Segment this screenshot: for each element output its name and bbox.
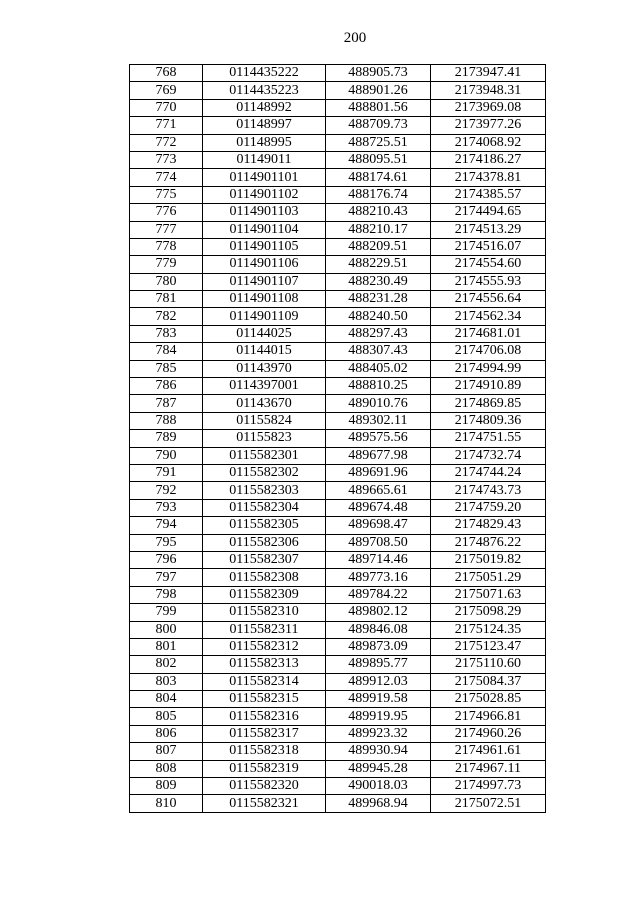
- point-number-cell: 798: [130, 586, 203, 603]
- point-id-cell: 0115582320: [203, 778, 326, 795]
- point-number-cell: 794: [130, 517, 203, 534]
- point-number-cell: 795: [130, 534, 203, 551]
- y-coordinate-cell: 2174513.29: [431, 221, 546, 238]
- point-number-cell: 808: [130, 760, 203, 777]
- y-coordinate-cell: 2174961.61: [431, 743, 546, 760]
- y-coordinate-cell: 2174751.55: [431, 430, 546, 447]
- point-number-cell: 796: [130, 551, 203, 568]
- table-row: [130, 204, 546, 221]
- x-coordinate-cell: 489698.47: [326, 517, 431, 534]
- y-coordinate-cell: 2174910.89: [431, 378, 546, 395]
- x-coordinate-cell: 488307.43: [326, 343, 431, 360]
- table-row: [130, 99, 546, 116]
- point-number-cell: 780: [130, 273, 203, 290]
- table-row: [130, 169, 546, 186]
- y-coordinate-cell: 2173947.41: [431, 65, 546, 82]
- y-coordinate-cell: 2175051.29: [431, 569, 546, 586]
- y-coordinate-cell: 2174960.26: [431, 725, 546, 742]
- point-id-cell: 0114435222: [203, 65, 326, 82]
- page-number: 200: [343, 30, 367, 46]
- point-id-cell: 0114901109: [203, 308, 326, 325]
- point-id-cell: 01149011: [203, 151, 326, 168]
- y-coordinate-cell: 2175084.37: [431, 673, 546, 690]
- table-row: [130, 325, 546, 342]
- point-id-cell: 0115582321: [203, 795, 326, 812]
- point-id-cell: 0115582315: [203, 691, 326, 708]
- point-id-cell: 0114901101: [203, 169, 326, 186]
- x-coordinate-cell: 489919.95: [326, 708, 431, 725]
- y-coordinate-cell: 2174743.73: [431, 482, 546, 499]
- x-coordinate-cell: 488297.43: [326, 325, 431, 342]
- point-id-cell: 0114901106: [203, 256, 326, 273]
- x-coordinate-cell: 489895.77: [326, 656, 431, 673]
- table-row: [130, 360, 546, 377]
- point-id-cell: 0114901105: [203, 238, 326, 255]
- x-coordinate-cell: 489846.08: [326, 621, 431, 638]
- table-row: [130, 430, 546, 447]
- table-row: [130, 82, 546, 99]
- point-id-cell: 0115582303: [203, 482, 326, 499]
- y-coordinate-cell: 2174966.81: [431, 708, 546, 725]
- table-row: [130, 395, 546, 412]
- y-coordinate-cell: 2175110.60: [431, 656, 546, 673]
- point-number-cell: 787: [130, 395, 203, 412]
- x-coordinate-cell: 489968.94: [326, 795, 431, 812]
- y-coordinate-cell: 2175124.35: [431, 621, 546, 638]
- table-row: [130, 621, 546, 638]
- y-coordinate-cell: 2174556.64: [431, 291, 546, 308]
- x-coordinate-cell: 489302.11: [326, 412, 431, 429]
- table-row: [130, 569, 546, 586]
- x-coordinate-cell: 488231.28: [326, 291, 431, 308]
- y-coordinate-cell: 2174554.60: [431, 256, 546, 273]
- point-number-cell: 777: [130, 221, 203, 238]
- table-row: [130, 256, 546, 273]
- point-number-cell: 807: [130, 743, 203, 760]
- point-id-cell: 01144025: [203, 325, 326, 342]
- table-row: [130, 638, 546, 655]
- point-id-cell: 0115582312: [203, 638, 326, 655]
- table-row: [130, 743, 546, 760]
- table-row: [130, 795, 546, 812]
- point-number-cell: 800: [130, 621, 203, 638]
- x-coordinate-cell: 488801.56: [326, 99, 431, 116]
- x-coordinate-cell: 488176.74: [326, 186, 431, 203]
- point-id-cell: 0115582305: [203, 517, 326, 534]
- x-coordinate-cell: 488095.51: [326, 151, 431, 168]
- point-id-cell: 01148992: [203, 99, 326, 116]
- x-coordinate-cell: 489665.61: [326, 482, 431, 499]
- x-coordinate-cell: 489784.22: [326, 586, 431, 603]
- table-row: [130, 308, 546, 325]
- x-coordinate-cell: 488209.51: [326, 238, 431, 255]
- point-number-cell: 774: [130, 169, 203, 186]
- point-id-cell: 0115582313: [203, 656, 326, 673]
- y-coordinate-cell: 2174829.43: [431, 517, 546, 534]
- table-row: [130, 238, 546, 255]
- point-number-cell: 785: [130, 360, 203, 377]
- point-id-cell: 0115582310: [203, 604, 326, 621]
- point-id-cell: 01144015: [203, 343, 326, 360]
- point-number-cell: 778: [130, 238, 203, 255]
- x-coordinate-cell: 488709.73: [326, 117, 431, 134]
- table-row: [130, 499, 546, 516]
- point-id-cell: 0115582307: [203, 551, 326, 568]
- point-number-cell: 799: [130, 604, 203, 621]
- y-coordinate-cell: 2174869.85: [431, 395, 546, 412]
- x-coordinate-cell: 488405.02: [326, 360, 431, 377]
- point-number-cell: 776: [130, 204, 203, 221]
- point-number-cell: 768: [130, 65, 203, 82]
- point-id-cell: 0115582318: [203, 743, 326, 760]
- point-number-cell: 775: [130, 186, 203, 203]
- point-number-cell: 797: [130, 569, 203, 586]
- x-coordinate-cell: 489945.28: [326, 760, 431, 777]
- point-number-cell: 784: [130, 343, 203, 360]
- x-coordinate-cell: 489912.03: [326, 673, 431, 690]
- x-coordinate-cell: 489708.50: [326, 534, 431, 551]
- point-id-cell: 01155823: [203, 430, 326, 447]
- y-coordinate-cell: 2174681.01: [431, 325, 546, 342]
- point-number-cell: 806: [130, 725, 203, 742]
- x-coordinate-cell: 488725.51: [326, 134, 431, 151]
- y-coordinate-cell: 2174732.74: [431, 447, 546, 464]
- x-coordinate-cell: 489802.12: [326, 604, 431, 621]
- table-row: [130, 656, 546, 673]
- point-number-cell: 810: [130, 795, 203, 812]
- table-row: [130, 604, 546, 621]
- x-coordinate-cell: 489691.96: [326, 464, 431, 481]
- point-id-cell: 0115582319: [203, 760, 326, 777]
- point-id-cell: 01155824: [203, 412, 326, 429]
- y-coordinate-cell: 2173948.31: [431, 82, 546, 99]
- y-coordinate-cell: 2174994.99: [431, 360, 546, 377]
- point-id-cell: 0115582308: [203, 569, 326, 586]
- y-coordinate-cell: 2174809.36: [431, 412, 546, 429]
- table-row: [130, 65, 546, 82]
- point-number-cell: 801: [130, 638, 203, 655]
- point-id-cell: 0114435223: [203, 82, 326, 99]
- table-row: [130, 186, 546, 203]
- x-coordinate-cell: 488901.26: [326, 82, 431, 99]
- x-coordinate-cell: 489674.48: [326, 499, 431, 516]
- point-number-cell: 791: [130, 464, 203, 481]
- point-number-cell: 782: [130, 308, 203, 325]
- point-number-cell: 771: [130, 117, 203, 134]
- y-coordinate-cell: 2174562.34: [431, 308, 546, 325]
- table-row: [130, 343, 546, 360]
- y-coordinate-cell: 2174997.73: [431, 778, 546, 795]
- y-coordinate-cell: 2175071.63: [431, 586, 546, 603]
- table-row: [130, 291, 546, 308]
- point-number-cell: 770: [130, 99, 203, 116]
- y-coordinate-cell: 2174186.27: [431, 151, 546, 168]
- coordinate-table: [129, 64, 546, 813]
- point-id-cell: 01143670: [203, 395, 326, 412]
- point-number-cell: 772: [130, 134, 203, 151]
- point-id-cell: 0114397001: [203, 378, 326, 395]
- y-coordinate-cell: 2173977.26: [431, 117, 546, 134]
- table-row: [130, 273, 546, 290]
- table-row: [130, 482, 546, 499]
- point-id-cell: 0115582304: [203, 499, 326, 516]
- point-number-cell: 802: [130, 656, 203, 673]
- point-number-cell: 783: [130, 325, 203, 342]
- point-number-cell: 803: [130, 673, 203, 690]
- point-number-cell: 804: [130, 691, 203, 708]
- y-coordinate-cell: 2175098.29: [431, 604, 546, 621]
- y-coordinate-cell: 2175019.82: [431, 551, 546, 568]
- x-coordinate-cell: 489714.46: [326, 551, 431, 568]
- point-id-cell: 0114901103: [203, 204, 326, 221]
- table-row: [130, 586, 546, 603]
- x-coordinate-cell: 488229.51: [326, 256, 431, 273]
- x-coordinate-cell: 489873.09: [326, 638, 431, 655]
- table-row: [130, 708, 546, 725]
- point-number-cell: 788: [130, 412, 203, 429]
- x-coordinate-cell: 488174.61: [326, 169, 431, 186]
- y-coordinate-cell: 2174378.81: [431, 169, 546, 186]
- point-id-cell: 0115582301: [203, 447, 326, 464]
- y-coordinate-cell: 2174555.93: [431, 273, 546, 290]
- point-number-cell: 790: [130, 447, 203, 464]
- point-number-cell: 792: [130, 482, 203, 499]
- y-coordinate-cell: 2174385.57: [431, 186, 546, 203]
- x-coordinate-cell: 489773.16: [326, 569, 431, 586]
- table-row: [130, 534, 546, 551]
- point-number-cell: 793: [130, 499, 203, 516]
- table-row: [130, 517, 546, 534]
- table-row: [130, 447, 546, 464]
- point-number-cell: 789: [130, 430, 203, 447]
- point-id-cell: 0114901104: [203, 221, 326, 238]
- point-id-cell: 01148995: [203, 134, 326, 151]
- table-row: [130, 551, 546, 568]
- table-row: [130, 725, 546, 742]
- table-body: [130, 65, 546, 813]
- x-coordinate-cell: 489010.76: [326, 395, 431, 412]
- point-number-cell: 779: [130, 256, 203, 273]
- point-number-cell: 809: [130, 778, 203, 795]
- table-row: [130, 221, 546, 238]
- y-coordinate-cell: 2174068.92: [431, 134, 546, 151]
- point-id-cell: 0115582314: [203, 673, 326, 690]
- table-row: [130, 760, 546, 777]
- x-coordinate-cell: 489923.32: [326, 725, 431, 742]
- x-coordinate-cell: 490018.03: [326, 778, 431, 795]
- table-row: [130, 151, 546, 168]
- point-id-cell: 01143970: [203, 360, 326, 377]
- point-id-cell: 0115582302: [203, 464, 326, 481]
- x-coordinate-cell: 488210.43: [326, 204, 431, 221]
- table-row: [130, 378, 546, 395]
- x-coordinate-cell: 489575.56: [326, 430, 431, 447]
- x-coordinate-cell: 489919.58: [326, 691, 431, 708]
- y-coordinate-cell: 2175123.47: [431, 638, 546, 655]
- y-coordinate-cell: 2174516.07: [431, 238, 546, 255]
- point-number-cell: 773: [130, 151, 203, 168]
- x-coordinate-cell: 489677.98: [326, 447, 431, 464]
- point-id-cell: 0114901102: [203, 186, 326, 203]
- point-id-cell: 0115582306: [203, 534, 326, 551]
- y-coordinate-cell: 2175028.85: [431, 691, 546, 708]
- point-number-cell: 786: [130, 378, 203, 395]
- x-coordinate-cell: 489930.94: [326, 743, 431, 760]
- point-number-cell: 781: [130, 291, 203, 308]
- y-coordinate-cell: 2174706.08: [431, 343, 546, 360]
- point-id-cell: 0115582316: [203, 708, 326, 725]
- point-number-cell: 805: [130, 708, 203, 725]
- x-coordinate-cell: 488210.17: [326, 221, 431, 238]
- table-row: [130, 134, 546, 151]
- x-coordinate-cell: 488810.25: [326, 378, 431, 395]
- x-coordinate-cell: 488240.50: [326, 308, 431, 325]
- point-id-cell: 0115582311: [203, 621, 326, 638]
- x-coordinate-cell: 488905.73: [326, 65, 431, 82]
- point-number-cell: 769: [130, 82, 203, 99]
- x-coordinate-cell: 488230.49: [326, 273, 431, 290]
- y-coordinate-cell: 2173969.08: [431, 99, 546, 116]
- table-row: [130, 464, 546, 481]
- table-row: [130, 778, 546, 795]
- y-coordinate-cell: 2174967.11: [431, 760, 546, 777]
- point-id-cell: 0115582309: [203, 586, 326, 603]
- table-row: [130, 673, 546, 690]
- y-coordinate-cell: 2174744.24: [431, 464, 546, 481]
- point-id-cell: 0115582317: [203, 725, 326, 742]
- y-coordinate-cell: 2174759.20: [431, 499, 546, 516]
- point-id-cell: 0114901107: [203, 273, 326, 290]
- table-row: [130, 691, 546, 708]
- y-coordinate-cell: 2175072.51: [431, 795, 546, 812]
- table-row: [130, 117, 546, 134]
- point-id-cell: 01148997: [203, 117, 326, 134]
- point-id-cell: 0114901108: [203, 291, 326, 308]
- y-coordinate-cell: 2174494.65: [431, 204, 546, 221]
- table-row: [130, 412, 546, 429]
- y-coordinate-cell: 2174876.22: [431, 534, 546, 551]
